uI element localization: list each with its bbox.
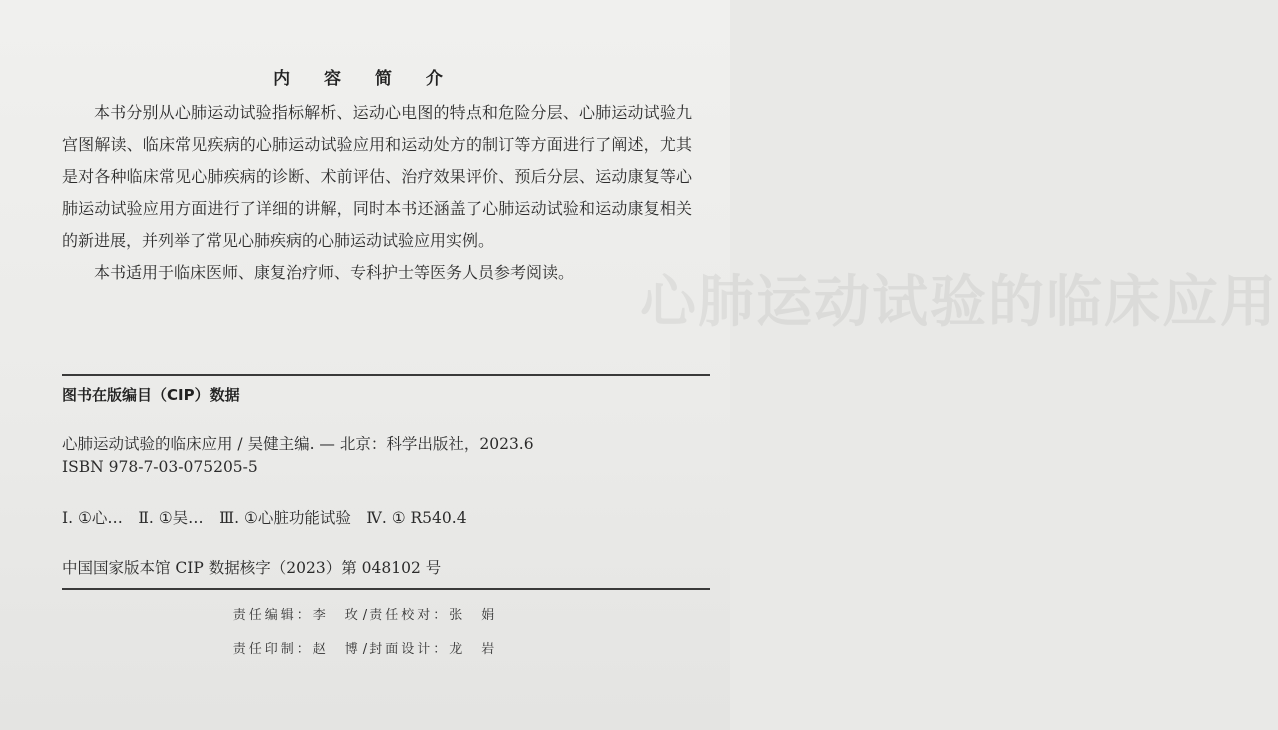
summary-paragraph-2: 本书适用于临床医师、康复治疗师、专科护士等医务人员参考阅读。 (94, 263, 575, 282)
cip-bottom-rule (62, 588, 710, 590)
credits-separator: / (362, 608, 368, 623)
show-through-text: 心肺运动试验的临床应用 (640, 270, 1278, 335)
printing-label: 责任印制： (232, 642, 313, 657)
cover-label: 封面设计： (369, 642, 450, 657)
summary-body (62, 97, 692, 289)
cip-classification: Ⅰ. ①心… Ⅱ. ①吴… Ⅲ. ①心脏功能试验 Ⅳ. ① R540.4 (62, 509, 467, 527)
credits-separator: / (362, 642, 368, 657)
cip-book-line: 心肺运动试验的临床应用 / 吴健主编. — 北京：科学出版社，2023.6 (62, 435, 534, 453)
cip-heading: 图书在版编目（CIP）数据 (62, 386, 240, 404)
summary-paragraph-1: 本书分别从心肺运动试验指标解析、运动心电图的特点和危险分层、心肺运动试验九宫图解读、临床常见疾病的心肺运动试验应用和运动处方的制订等方面进行了阐述，尤其是对各种临床常见心肺疾病的诊断、术前评估、治疗效果评价、预后分层、运动康复等心肺运动试验应用方面进行了详细的讲解，同时本书还涵盖了心肺运动试验和运动康复相关的新进展，并列举了常见心肺疾病的心肺运动试验应用实例。 (62, 103, 692, 250)
cip-top-rule (62, 374, 710, 376)
summary-title: 内 容 简 介 (273, 69, 457, 89)
printing-name: 赵 博 (312, 642, 361, 657)
editor-name: 李 玫 (312, 608, 361, 623)
cover-name: 龙 岩 (449, 642, 498, 657)
credits-line-1 (0, 604, 730, 623)
credits-line-2 (0, 638, 730, 657)
proofreader-label: 责任校对： (369, 608, 450, 623)
cip-isbn: ISBN 978-7-03-075205-5 (62, 458, 258, 476)
editor-label: 责任编辑： (232, 608, 313, 623)
cip-verification: 中国国家版本馆 CIP 数据核字（2023）第 048102 号 (62, 559, 442, 577)
proofreader-name: 张 娟 (449, 608, 498, 623)
